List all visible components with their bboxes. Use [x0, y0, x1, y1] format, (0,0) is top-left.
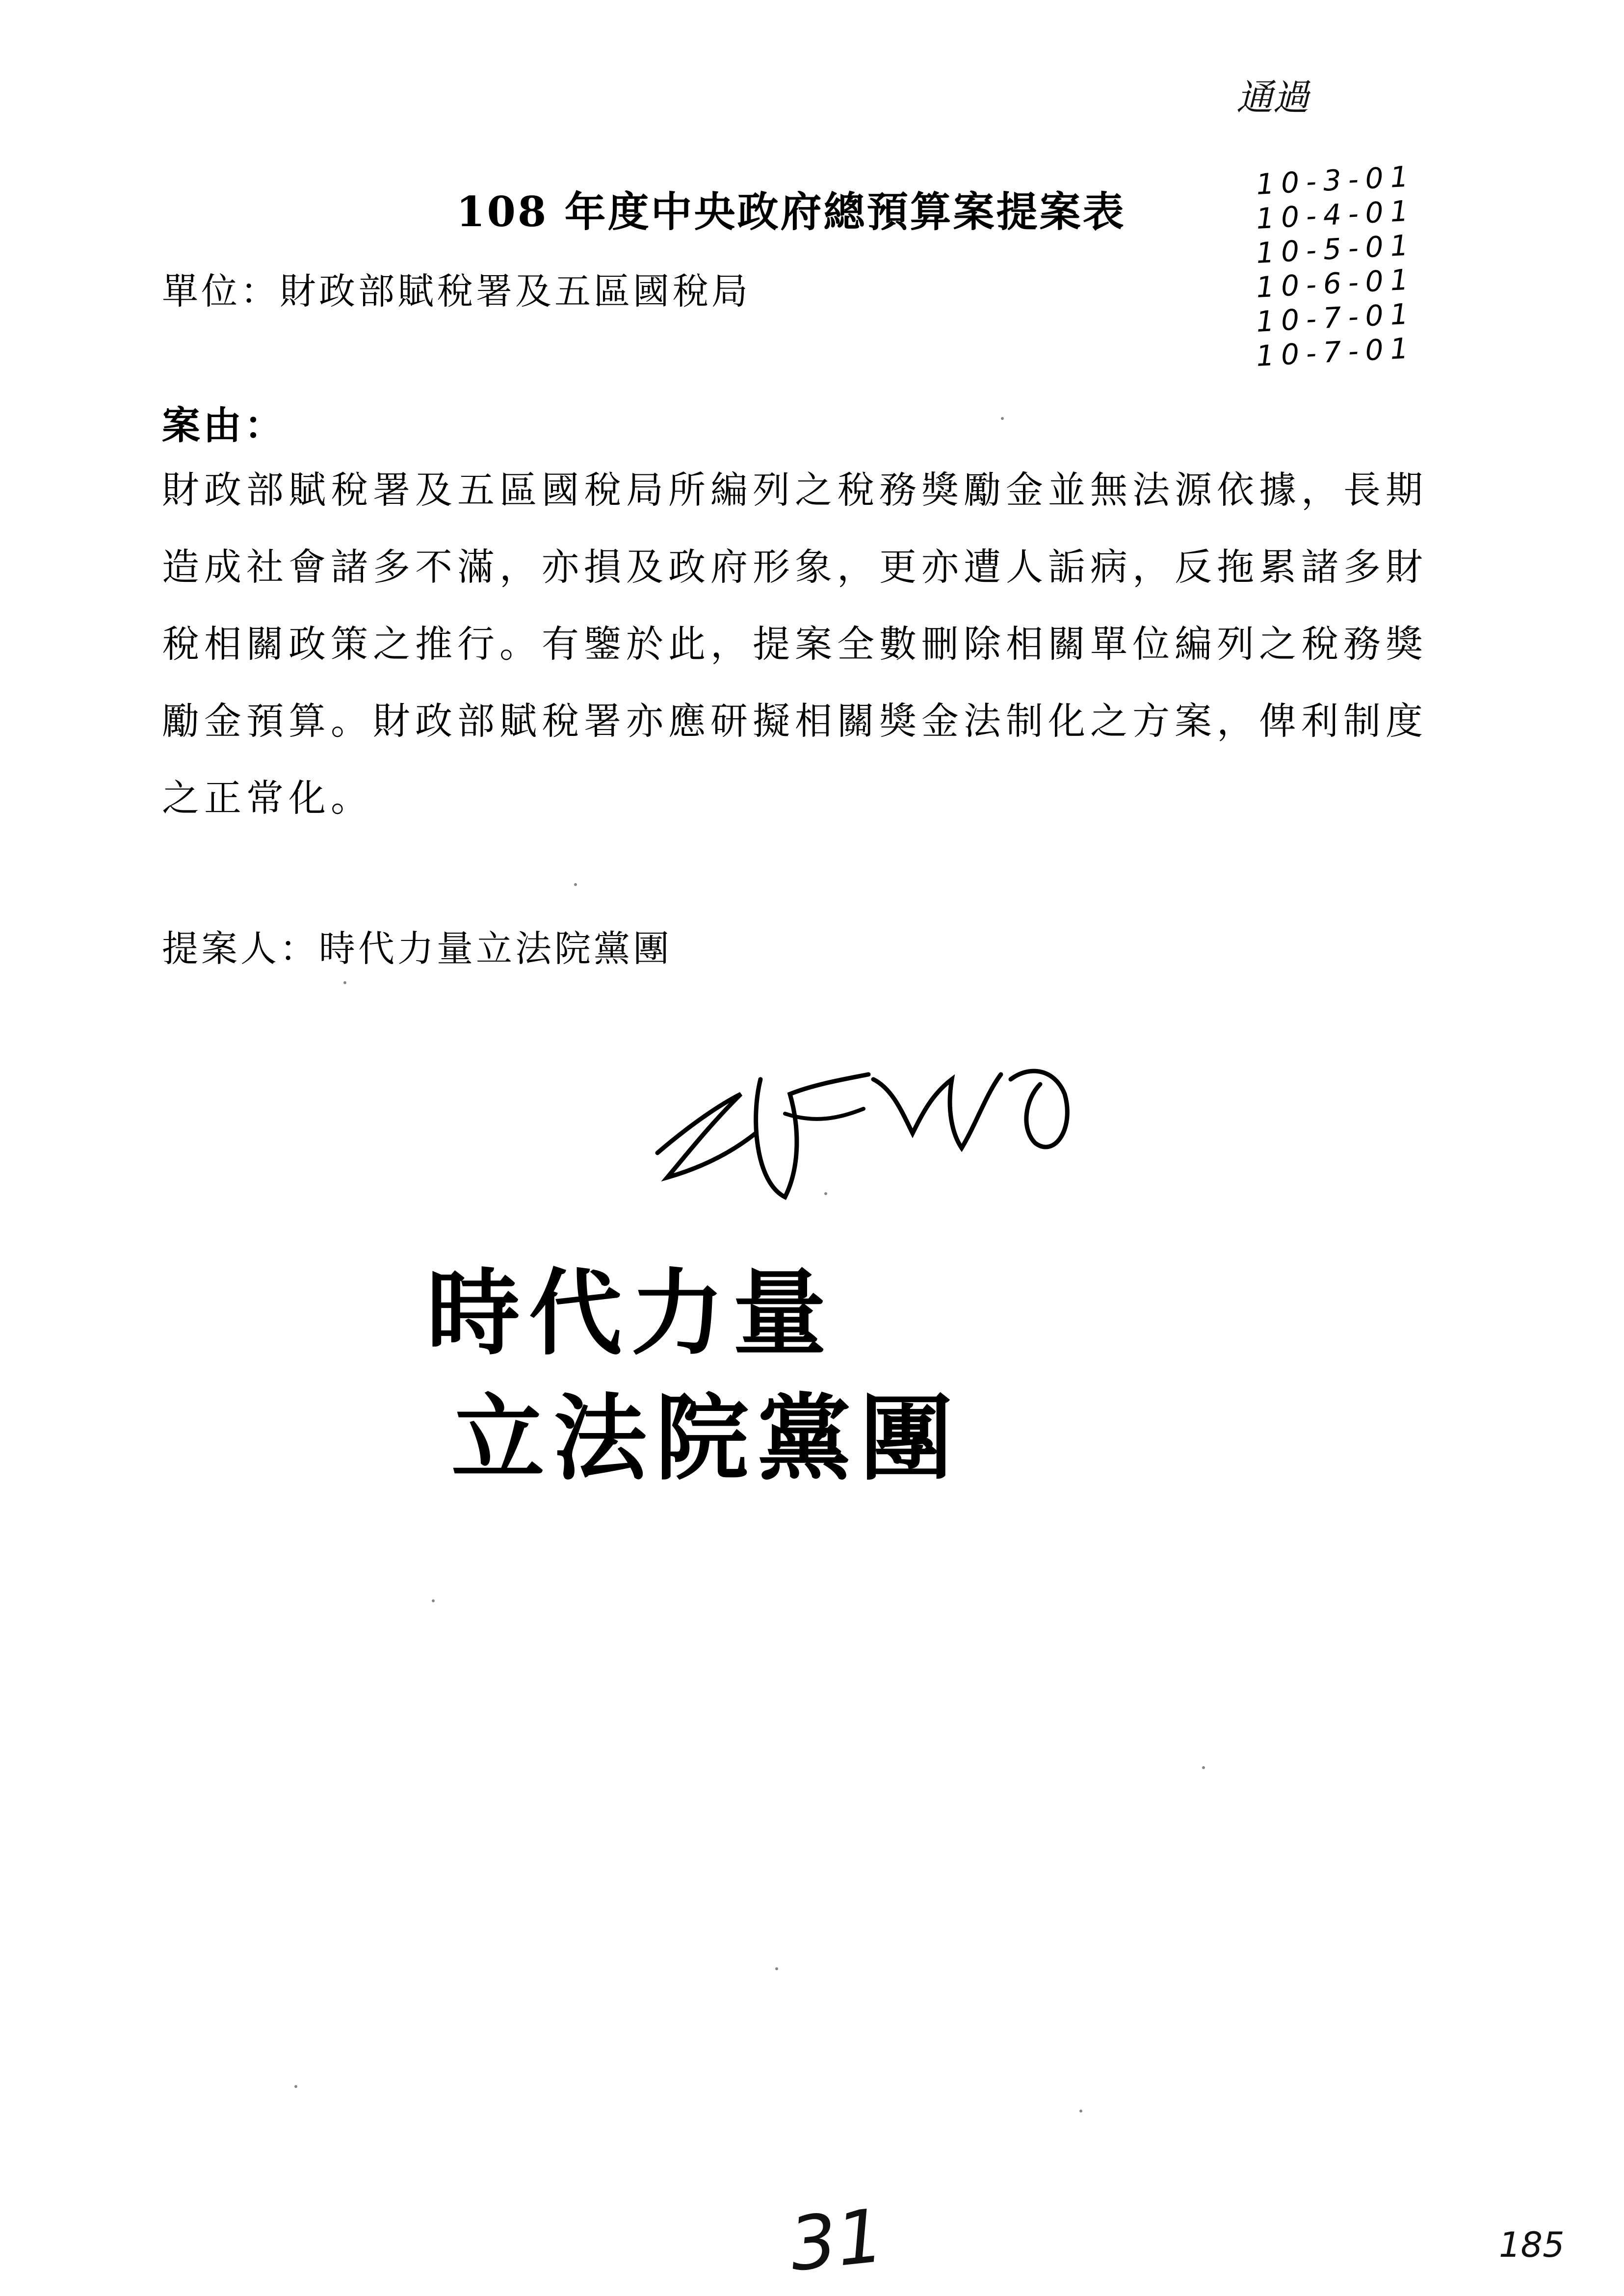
scan-speck	[775, 1967, 778, 1970]
reason-line: 勵金預算。財政部賦稅署亦應研擬相關獎金法制化之方案，俾利制度	[162, 699, 1428, 743]
scan-speck	[432, 1599, 435, 1602]
scan-speck	[1079, 2110, 1082, 2113]
stamp-line: 時代力量	[427, 1259, 836, 1368]
reason-line: 稅相關政策之推行。有鑒於此，提案全數刪除相關單位編列之稅務獎	[162, 622, 1428, 666]
reason-line: 造成社會諸多不滿，亦損及政府形象，更亦遭人詬病，反拖累諸多財	[162, 545, 1428, 589]
scan-speck	[343, 981, 346, 984]
scan-speck	[824, 1192, 827, 1195]
unit-line: 單位：財政部賦稅署及五區國稅局	[162, 270, 751, 313]
corner-page-number: 185	[1499, 2225, 1565, 2265]
scan-speck	[1202, 1766, 1205, 1769]
scan-speck	[574, 883, 577, 886]
handwritten-code: 10-5-01	[1255, 228, 1416, 270]
reason-text	[162, 451, 1536, 836]
handwritten-code-list	[1255, 159, 1462, 373]
scan-speck	[294, 2085, 297, 2088]
stamp-line: 立法院黨團	[451, 1384, 962, 1493]
reason-label: 案由：	[162, 403, 286, 448]
handwritten-page-number: 31	[786, 2193, 888, 2288]
reason-line: 之正常化。	[162, 776, 373, 820]
proposer-line: 提案人：時代力量立法院黨團	[162, 928, 672, 970]
reason-line: 財政部賦稅署及五區國稅局所編列之稅務獎勵金並無法源依據，長期	[162, 468, 1428, 512]
handwritten-code: 10-6-01	[1255, 262, 1416, 304]
document-title: 108 年度中央政府總預算案提案表	[456, 187, 1126, 236]
party-stamp	[427, 1251, 962, 1501]
handwritten-code: 10-3-01	[1255, 159, 1416, 201]
handwritten-code: 10-7-01	[1255, 297, 1416, 339]
handwritten-signature	[638, 1020, 1119, 1226]
scan-speck	[1001, 417, 1004, 420]
handwritten-code: 10-4-01	[1255, 194, 1416, 235]
handwritten-approval-note: 通過	[1236, 77, 1309, 119]
handwritten-code: 10-7-01	[1255, 331, 1416, 373]
